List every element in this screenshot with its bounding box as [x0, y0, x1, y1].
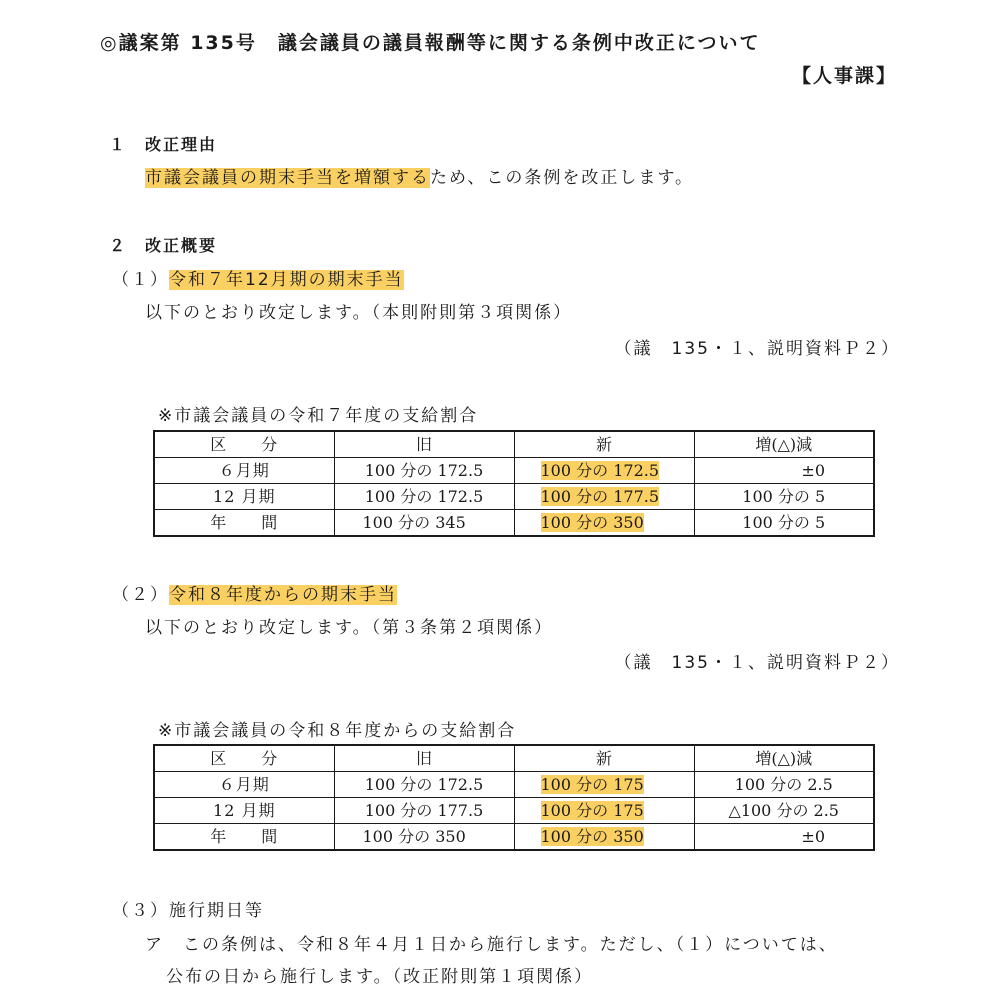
table1-period: 年 間 [154, 510, 334, 537]
table1-header-old: 旧 [334, 431, 514, 458]
item2-reference: （議 135・１、説明資料Ｐ２） [614, 653, 900, 673]
table-row [154, 824, 874, 851]
table2-new: 100 分の 175 [540, 775, 644, 794]
table-row [154, 510, 874, 537]
item1-body: 以下のとおり改定します。（本則附則第３項関係） [145, 303, 573, 323]
table2-header-row [154, 745, 874, 772]
item1-title-line [112, 265, 404, 290]
table2-new: 100 分の 350 [540, 827, 644, 846]
table2-new-cell [514, 772, 694, 798]
table2-diff: ±0 [694, 824, 874, 851]
table1-caption: ※市議会議員の令和７年度の支給割合 [158, 406, 479, 426]
document-title: ◎議案第 135号 議会議員の議員報酬等に関する条例中改正について [100, 32, 761, 54]
section1-rest: ため、この条例を改正します。 [430, 168, 694, 188]
table1-old: 100 分の 172.5 [334, 484, 514, 510]
table2-new-cell [514, 824, 694, 851]
item1-reference: （議 135・１、説明資料Ｐ２） [614, 339, 900, 359]
table1-header-period: 区 分 [154, 431, 334, 458]
table2-old: 100 分の 177.5 [334, 798, 514, 824]
section1-text [145, 163, 694, 188]
table2-period: 12 月期 [154, 798, 334, 824]
table-row [154, 772, 874, 798]
table1-header-row [154, 431, 874, 458]
table1-period: ６月期 [154, 458, 334, 484]
table2-period: 年 間 [154, 824, 334, 851]
table1-period: 12 月期 [154, 484, 334, 510]
table2-old: 100 分の 172.5 [334, 772, 514, 798]
item3-title: 施行期日等 [169, 901, 264, 921]
table2 [153, 744, 875, 851]
table2-caption: ※市議会議員の令和８年度からの支給割合 [158, 721, 517, 741]
table2-header-old: 旧 [334, 745, 514, 772]
table2-diff: △100 分の 2.5 [694, 798, 874, 824]
table1-new-cell [514, 510, 694, 537]
item3-title-line [112, 896, 264, 921]
table2-new-cell [514, 798, 694, 824]
table2-header-new: 新 [514, 745, 694, 772]
table1-header-diff: 増(△)減 [694, 431, 874, 458]
section1-highlight: 市議会議員の期末手当を増額する [145, 168, 430, 188]
table1-diff: ±0 [694, 458, 874, 484]
table1-new-cell [514, 458, 694, 484]
table1-old: 100 分の 345 [334, 510, 514, 537]
section2-heading: ２ 改正概要 [109, 236, 218, 255]
table-row [154, 798, 874, 824]
table1-new: 100 分の 172.5 [540, 461, 660, 480]
table2-old: 100 分の 350 [334, 824, 514, 851]
table-row [154, 484, 874, 510]
item1-prefix: （１） [112, 270, 169, 290]
table1-new: 100 分の 177.5 [540, 487, 660, 506]
item2-body: 以下のとおり改定します。（第３条第２項関係） [145, 618, 554, 638]
table1 [153, 430, 875, 537]
table1-diff: 100 分の 5 [694, 510, 874, 537]
table1-new: 100 分の 350 [540, 513, 644, 532]
item3-body-line2: 公布の日から施行します。（改正附則第１項関係） [166, 967, 594, 987]
table1-header-new: 新 [514, 431, 694, 458]
section1-heading: １ 改正理由 [109, 135, 218, 154]
table2-diff: 100 分の 2.5 [694, 772, 874, 798]
table2-header-period: 区 分 [154, 745, 334, 772]
item3-body-line1: ア この条例は、令和８年４月１日から施行します。ただし、（１）については、 [145, 935, 838, 955]
table1-new-cell [514, 484, 694, 510]
table1-old: 100 分の 172.5 [334, 458, 514, 484]
table2-new: 100 分の 175 [540, 801, 644, 820]
item2-title-line [112, 580, 397, 605]
item2-prefix: （２） [112, 585, 169, 605]
table2-period: ６月期 [154, 772, 334, 798]
item3-prefix: （３） [112, 901, 169, 921]
table2-header-diff: 増(△)減 [694, 745, 874, 772]
department-label: 【人事課】 [791, 65, 897, 87]
table-row [154, 458, 874, 484]
item1-title: 令和７年12月期の期末手当 [169, 270, 404, 290]
table1-diff: 100 分の 5 [694, 484, 874, 510]
item2-title: 令和８年度からの期末手当 [169, 585, 397, 605]
